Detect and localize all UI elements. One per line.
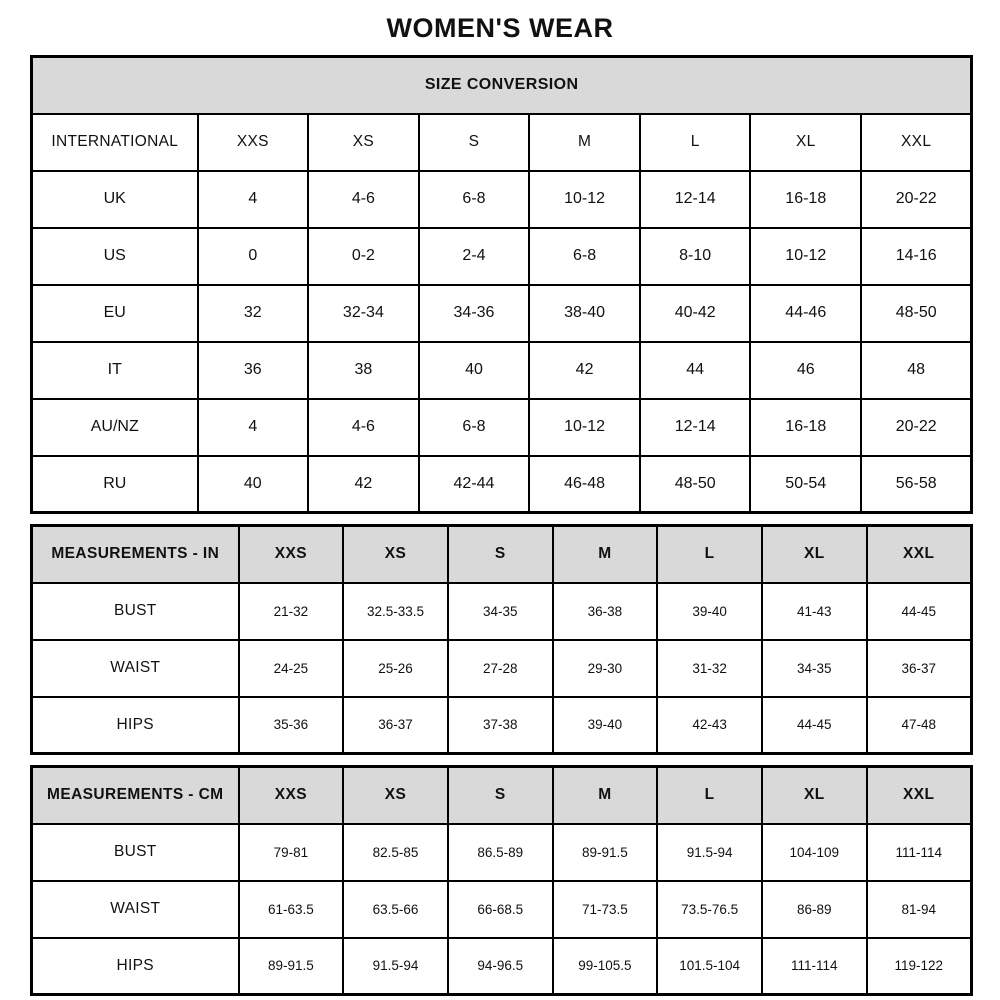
column-header-cell: XL (750, 114, 861, 171)
value-cell: 34-35 (762, 640, 867, 697)
column-header-cell: S (419, 114, 530, 171)
value-cell: 29-30 (553, 640, 658, 697)
value-cell: 41-43 (762, 583, 867, 640)
value-cell: 34-35 (448, 583, 553, 640)
value-cell: 32-34 (308, 285, 419, 342)
table-row (32, 399, 972, 456)
value-cell: 44-45 (762, 697, 867, 754)
tables-container (30, 55, 970, 996)
value-cell: 99-105.5 (553, 938, 658, 995)
value-cell: 42 (308, 456, 419, 513)
value-cell: 8-10 (640, 228, 751, 285)
value-cell: 91.5-94 (343, 938, 448, 995)
column-header-row (32, 114, 972, 171)
column-header-cell: XS (343, 526, 448, 583)
column-header-row (32, 767, 972, 824)
value-cell: 38 (308, 342, 419, 399)
table-row (32, 171, 972, 228)
value-cell: 4-6 (308, 171, 419, 228)
table-row (32, 285, 972, 342)
column-header-cell: S (448, 767, 553, 824)
value-cell: 44 (640, 342, 751, 399)
table-row (32, 697, 972, 754)
value-cell: 48-50 (861, 285, 972, 342)
column-header-cell: XXL (867, 767, 972, 824)
value-cell: 10-12 (529, 399, 640, 456)
value-cell: 111-114 (762, 938, 867, 995)
value-cell: 101.5-104 (657, 938, 762, 995)
column-header-cell: XXS (198, 114, 309, 171)
value-cell: 111-114 (867, 824, 972, 881)
value-cell: 86-89 (762, 881, 867, 938)
value-cell: 34-36 (419, 285, 530, 342)
row-label-cell: EU (32, 285, 198, 342)
value-cell: 20-22 (861, 399, 972, 456)
row-label-cell: UK (32, 171, 198, 228)
row-label-cell: HIPS (32, 697, 239, 754)
value-cell: 4-6 (308, 399, 419, 456)
value-cell: 6-8 (419, 171, 530, 228)
value-cell: 86.5-89 (448, 824, 553, 881)
value-cell: 104-109 (762, 824, 867, 881)
column-header-row (32, 526, 972, 583)
column-header-cell: L (657, 526, 762, 583)
row-label-cell: WAIST (32, 640, 239, 697)
value-cell: 46 (750, 342, 861, 399)
row-label-cell: IT (32, 342, 198, 399)
value-cell: 10-12 (750, 228, 861, 285)
column-header-cell: XS (343, 767, 448, 824)
table-row (32, 881, 972, 938)
value-cell: 27-28 (448, 640, 553, 697)
row-label-cell: WAIST (32, 881, 239, 938)
value-cell: 31-32 (657, 640, 762, 697)
column-header-cell: S (448, 526, 553, 583)
value-cell: 44-46 (750, 285, 861, 342)
value-cell: 66-68.5 (448, 881, 553, 938)
column-header-cell: XL (762, 526, 867, 583)
column-header-cell: XXL (867, 526, 972, 583)
value-cell: 40-42 (640, 285, 751, 342)
row-label-cell: BUST (32, 583, 239, 640)
value-cell: 42-44 (419, 456, 530, 513)
value-cell: 14-16 (861, 228, 972, 285)
value-cell: 37-38 (448, 697, 553, 754)
page-title: WOMEN'S WEAR (386, 13, 614, 43)
value-cell: 36-38 (553, 583, 658, 640)
value-cell: 42 (529, 342, 640, 399)
value-cell: 63.5-66 (343, 881, 448, 938)
value-cell: 48 (861, 342, 972, 399)
row-label-cell: AU/NZ (32, 399, 198, 456)
value-cell: 48-50 (640, 456, 751, 513)
value-cell: 73.5-76.5 (657, 881, 762, 938)
value-cell: 47-48 (867, 697, 972, 754)
value-cell: 39-40 (657, 583, 762, 640)
table-title-cell: MEASUREMENTS - CM (32, 767, 239, 824)
value-cell: 94-96.5 (448, 938, 553, 995)
value-cell: 24-25 (239, 640, 344, 697)
table-row (32, 824, 972, 881)
value-cell: 25-26 (343, 640, 448, 697)
table-row (32, 640, 972, 697)
value-cell: 71-73.5 (553, 881, 658, 938)
value-cell: 36-37 (867, 640, 972, 697)
value-cell: 50-54 (750, 456, 861, 513)
value-cell: 79-81 (239, 824, 344, 881)
row-label-cell: HIPS (32, 938, 239, 995)
column-header-cell: XL (762, 767, 867, 824)
table-row (32, 342, 972, 399)
value-cell: 10-12 (529, 171, 640, 228)
table-row (32, 456, 972, 513)
value-cell: 16-18 (750, 171, 861, 228)
column-header-cell: M (553, 526, 658, 583)
table-row (32, 583, 972, 640)
value-cell: 12-14 (640, 399, 751, 456)
table-row (32, 938, 972, 995)
value-cell: 42-43 (657, 697, 762, 754)
value-cell: 4 (198, 171, 309, 228)
column-header-cell: XXS (239, 767, 344, 824)
value-cell: 40 (419, 342, 530, 399)
value-cell: 38-40 (529, 285, 640, 342)
row-label-cell: US (32, 228, 198, 285)
value-cell: 21-32 (239, 583, 344, 640)
value-cell: 0-2 (308, 228, 419, 285)
value-cell: 32.5-33.5 (343, 583, 448, 640)
row-label-cell: BUST (32, 824, 239, 881)
value-cell: 36-37 (343, 697, 448, 754)
value-cell: 12-14 (640, 171, 751, 228)
value-cell: 0 (198, 228, 309, 285)
value-cell: 35-36 (239, 697, 344, 754)
value-cell: 89-91.5 (239, 938, 344, 995)
measurements-in-table (30, 524, 973, 755)
row-label-header-cell: INTERNATIONAL (32, 114, 198, 171)
column-header-cell: XXL (861, 114, 972, 171)
value-cell: 16-18 (750, 399, 861, 456)
measurements-cm-table (30, 765, 973, 996)
size-conversion-table (30, 55, 973, 514)
value-cell: 2-4 (419, 228, 530, 285)
column-header-cell: L (640, 114, 751, 171)
value-cell: 91.5-94 (657, 824, 762, 881)
value-cell: 56-58 (861, 456, 972, 513)
value-cell: 40 (198, 456, 309, 513)
value-cell: 4 (198, 399, 309, 456)
table-row (32, 228, 972, 285)
column-header-cell: XXS (239, 526, 344, 583)
value-cell: 82.5-85 (343, 824, 448, 881)
table-title-cell: MEASUREMENTS - IN (32, 526, 239, 583)
value-cell: 89-91.5 (553, 824, 658, 881)
table-title-cell: SIZE CONVERSION (32, 57, 972, 114)
value-cell: 6-8 (529, 228, 640, 285)
value-cell: 61-63.5 (239, 881, 344, 938)
value-cell: 39-40 (553, 697, 658, 754)
row-label-cell: RU (32, 456, 198, 513)
value-cell: 6-8 (419, 399, 530, 456)
value-cell: 44-45 (867, 583, 972, 640)
value-cell: 46-48 (529, 456, 640, 513)
table-title-row (32, 57, 972, 114)
column-header-cell: M (553, 767, 658, 824)
column-header-cell: XS (308, 114, 419, 171)
column-header-cell: M (529, 114, 640, 171)
value-cell: 119-122 (867, 938, 972, 995)
value-cell: 81-94 (867, 881, 972, 938)
value-cell: 36 (198, 342, 309, 399)
column-header-cell: L (657, 767, 762, 824)
value-cell: 32 (198, 285, 309, 342)
value-cell: 20-22 (861, 171, 972, 228)
